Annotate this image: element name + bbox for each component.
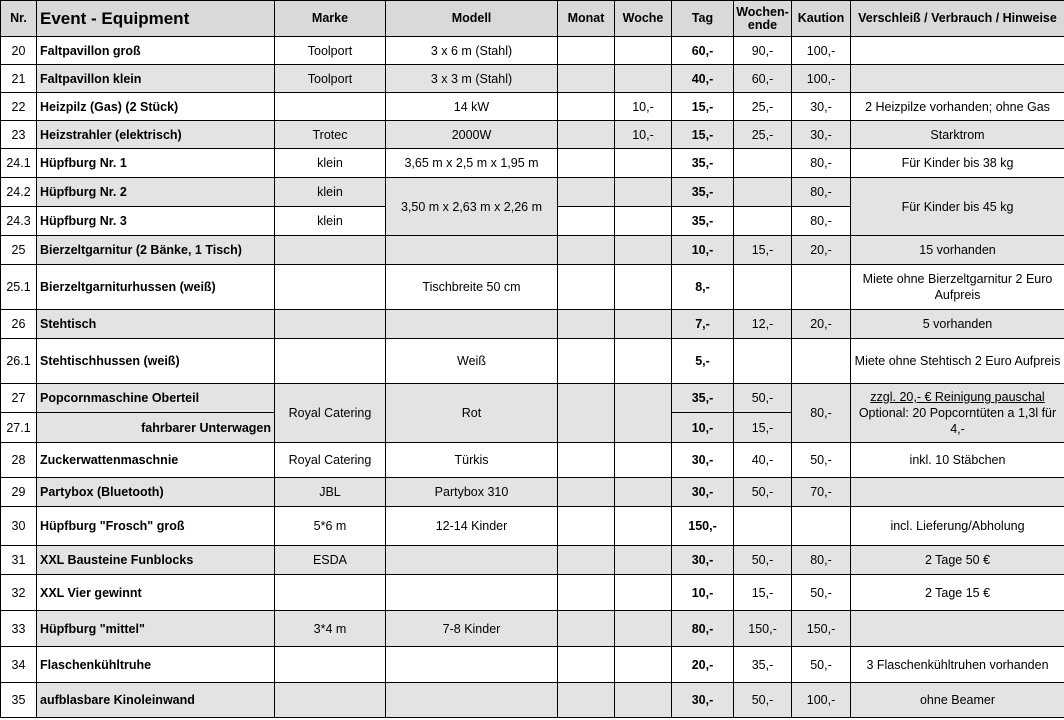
- row-tag: 150,-: [672, 507, 734, 546]
- row-marke: [275, 575, 386, 611]
- row-woche: [615, 384, 672, 443]
- row-name: Hüpfburg "mittel": [37, 611, 275, 647]
- table-row: [1, 236, 1064, 265]
- row-kaution: 80,-: [792, 546, 851, 575]
- row-nr: 24.1: [1, 149, 37, 178]
- row-monat: [558, 37, 615, 65]
- row-nr: 22: [1, 93, 37, 121]
- row-hinweis: Miete ohne Stehtisch 2 Euro Aufpreis: [851, 339, 1064, 384]
- row-tag: 30,-: [672, 478, 734, 507]
- row-kaution: 50,-: [792, 647, 851, 683]
- row-name: Faltpavillon klein: [37, 65, 275, 93]
- row-name: Heizstrahler (elektrisch): [37, 121, 275, 149]
- row-kaution: 150,-: [792, 611, 851, 647]
- row-modell: 3,65 m x 2,5 m x 1,95 m: [386, 149, 558, 178]
- row-kaution: 100,-: [792, 37, 851, 65]
- row-name: XXL Vier gewinnt: [37, 575, 275, 611]
- row-tag: 35,-: [672, 149, 734, 178]
- row-name: Hüpfburg Nr. 1: [37, 149, 275, 178]
- row-tag: 35,-: [672, 207, 734, 236]
- row-nr: 32: [1, 575, 37, 611]
- row-hinweis: 2 Tage 15 €: [851, 575, 1064, 611]
- table-row: [1, 310, 1064, 339]
- row-wochenende: 50,-: [734, 683, 792, 718]
- row-monat: [558, 443, 615, 478]
- row-nr: 27.1: [1, 413, 37, 443]
- row-woche: [615, 310, 672, 339]
- row-hinweis: 2 Tage 50 €: [851, 546, 1064, 575]
- row-kaution: 20,-: [792, 310, 851, 339]
- row-marke: klein: [275, 207, 386, 236]
- row-monat: [558, 265, 615, 310]
- row-wochenende: 15,-: [734, 575, 792, 611]
- row-hinweis: [851, 65, 1064, 93]
- row-kaution: 80,-: [792, 207, 851, 236]
- row-marke: Toolport: [275, 37, 386, 65]
- header-event: Event - Equipment: [37, 1, 275, 37]
- row-nr: 35: [1, 683, 37, 718]
- table-row: [1, 611, 1064, 647]
- row-nr: 34: [1, 647, 37, 683]
- row-tag: 7,-: [672, 310, 734, 339]
- row-woche: [615, 546, 672, 575]
- row-woche: [615, 339, 672, 384]
- row-tag: 35,-: [672, 178, 734, 207]
- row-marke: klein: [275, 149, 386, 178]
- table-row: [1, 478, 1064, 507]
- header-marke: Marke: [275, 1, 386, 37]
- row-monat: [558, 683, 615, 718]
- row-hinweis: [851, 37, 1064, 65]
- row-monat: [558, 178, 615, 207]
- row-tag: 30,-: [672, 443, 734, 478]
- row-marke: 5*6 m: [275, 507, 386, 546]
- table-row: [1, 37, 1064, 65]
- row-name: Zuckerwattenmaschnie: [37, 443, 275, 478]
- row-woche: [615, 647, 672, 683]
- row-monat: [558, 384, 615, 443]
- row-wochenende: [734, 207, 792, 236]
- row-marke: Royal Catering: [275, 443, 386, 478]
- row-kaution: 50,-: [792, 443, 851, 478]
- row-nr: 24.3: [1, 207, 37, 236]
- row-hinweis: 15 vorhanden: [851, 236, 1064, 265]
- row-wochenende: 12,-: [734, 310, 792, 339]
- row-marke: [275, 339, 386, 384]
- row-monat: [558, 478, 615, 507]
- row-wochenende: 150,-: [734, 611, 792, 647]
- row-marke: Toolport: [275, 65, 386, 93]
- row-hinweis: Für Kinder bis 38 kg: [851, 149, 1064, 178]
- row-nr: 33: [1, 611, 37, 647]
- row-tag: 10,-: [672, 413, 734, 443]
- row-modell: [386, 683, 558, 718]
- row-woche: [615, 611, 672, 647]
- row-name: Bierzeltgarniturhussen (weiß): [37, 265, 275, 310]
- row-marke: klein: [275, 178, 386, 207]
- row-tag: 5,-: [672, 339, 734, 384]
- row-modell: 3 x 6 m (Stahl): [386, 37, 558, 65]
- row-woche: [615, 65, 672, 93]
- row-modell: [386, 575, 558, 611]
- row-name: Heizpilz (Gas) (2 Stück): [37, 93, 275, 121]
- row-modell: Weiß: [386, 339, 558, 384]
- row-tag: 35,-: [672, 384, 734, 413]
- row-tag: 15,-: [672, 93, 734, 121]
- table-row: [1, 683, 1064, 718]
- row-wochenende: [734, 339, 792, 384]
- row-kaution: 80,-: [792, 178, 851, 207]
- row-name: Popcornmaschine Oberteil: [37, 384, 275, 413]
- row-woche: [615, 178, 672, 207]
- row-monat: [558, 93, 615, 121]
- row-wochenende: [734, 265, 792, 310]
- row-wochenende: 40,-: [734, 443, 792, 478]
- row-nr: 29: [1, 478, 37, 507]
- row-modell: Partybox 310: [386, 478, 558, 507]
- row-nr: 27: [1, 384, 37, 413]
- row-nr: 31: [1, 546, 37, 575]
- row-kaution: [792, 339, 851, 384]
- row-woche: [615, 683, 672, 718]
- row-hinweis: [851, 478, 1064, 507]
- row-woche: [615, 149, 672, 178]
- row-woche: [615, 236, 672, 265]
- table-row: [1, 443, 1064, 478]
- header-monat: Monat: [558, 1, 615, 37]
- row-name: aufblasbare Kinoleinwand: [37, 683, 275, 718]
- row-name: fahrbarer Unterwagen: [37, 413, 275, 443]
- row-hinweis: zzgl. 20,- € Reinigung pauschal: [870, 390, 1045, 404]
- row-marke: ESDA: [275, 546, 386, 575]
- row-wochenende: 35,-: [734, 647, 792, 683]
- row-modell: Türkis: [386, 443, 558, 478]
- row-modell: 3 x 3 m (Stahl): [386, 65, 558, 93]
- row-woche: [615, 507, 672, 546]
- row-kaution: [792, 265, 851, 310]
- row-marke: [275, 236, 386, 265]
- row-tag: 20,-: [672, 647, 734, 683]
- row-kaution: 30,-: [792, 121, 851, 149]
- table-row: [1, 647, 1064, 683]
- row-marke: 3*4 m: [275, 611, 386, 647]
- row-nr: 24.2: [1, 178, 37, 207]
- row-name: Hüpfburg Nr. 3: [37, 207, 275, 236]
- row-modell: 12-14 Kinder: [386, 507, 558, 546]
- row-monat: [558, 339, 615, 384]
- row-hinweis: Für Kinder bis 45 kg: [851, 178, 1064, 236]
- row-name: Stehtisch: [37, 310, 275, 339]
- row-hinweis: ohne Beamer: [851, 683, 1064, 718]
- row-hinweis: incl. Lieferung/Abholung: [851, 507, 1064, 546]
- row-marke: [275, 683, 386, 718]
- row-woche: [615, 207, 672, 236]
- row-nr: 26.1: [1, 339, 37, 384]
- row-tag: 8,-: [672, 265, 734, 310]
- row-woche: [615, 478, 672, 507]
- row-marke: [275, 310, 386, 339]
- row-hinweis: [851, 611, 1064, 647]
- row-modell: [386, 236, 558, 265]
- row-name: Bierzeltgarnitur (2 Bänke, 1 Tisch): [37, 236, 275, 265]
- row-hinweis: 2 Heizpilze vorhanden; ohne Gas: [851, 93, 1064, 121]
- row-modell: 14 kW: [386, 93, 558, 121]
- row-tag: 30,-: [672, 683, 734, 718]
- row-hinweis: Miete ohne Bierzeltgarnitur 2 Euro Aufpreis: [851, 265, 1064, 310]
- row-wochenende: 50,-: [734, 478, 792, 507]
- row-woche: 10,-: [615, 121, 672, 149]
- row-nr: 25.1: [1, 265, 37, 310]
- table-row: [1, 65, 1064, 93]
- row-tag: 10,-: [672, 236, 734, 265]
- row-name: Partybox (Bluetooth): [37, 478, 275, 507]
- row-wochenende: [734, 149, 792, 178]
- row-wochenende: 15,-: [734, 413, 792, 443]
- row-monat: [558, 507, 615, 546]
- row-kaution: 50,-: [792, 575, 851, 611]
- row-monat: [558, 207, 615, 236]
- row-hinweis: 5 vorhanden: [851, 310, 1064, 339]
- row-monat: [558, 575, 615, 611]
- row-modell: 7-8 Kinder: [386, 611, 558, 647]
- row-wochenende: [734, 507, 792, 546]
- row-monat: [558, 647, 615, 683]
- row-kaution: [792, 507, 851, 546]
- row-name: Hüpfburg Nr. 2: [37, 178, 275, 207]
- row-monat: [558, 310, 615, 339]
- row-monat: [558, 546, 615, 575]
- row-modell: Tischbreite 50 cm: [386, 265, 558, 310]
- row-monat: [558, 65, 615, 93]
- row-wochenende: 25,-: [734, 121, 792, 149]
- row-kaution: 70,-: [792, 478, 851, 507]
- row-name: Hüpfburg "Frosch" groß: [37, 507, 275, 546]
- row-wochenende: 15,-: [734, 236, 792, 265]
- row-tag: 40,-: [672, 65, 734, 93]
- row-hinweis: 3 Flaschenkühltruhen vorhanden: [851, 647, 1064, 683]
- row-woche: [615, 443, 672, 478]
- row-woche: [615, 37, 672, 65]
- table-row: [1, 149, 1064, 178]
- row-woche: 10,-: [615, 93, 672, 121]
- row-modell: 3,50 m x 2,63 m x 2,26 m: [386, 178, 558, 236]
- header-hinweise: Verschleiß / Verbrauch / Hinweise: [851, 1, 1064, 37]
- row-woche: [615, 265, 672, 310]
- row-kaution: 20,-: [792, 236, 851, 265]
- table-row: [1, 339, 1064, 384]
- row-marke: [275, 93, 386, 121]
- row-marke: Trotec: [275, 121, 386, 149]
- row-nr: 20: [1, 37, 37, 65]
- header-modell: Modell: [386, 1, 558, 37]
- row-kaution: 100,-: [792, 65, 851, 93]
- table-row: [1, 178, 1064, 207]
- row-wochenende: 60,-: [734, 65, 792, 93]
- table-row: [1, 507, 1064, 546]
- header-tag: Tag: [672, 1, 734, 37]
- row-marke: Royal Catering: [275, 384, 386, 443]
- row-wochenende: 25,-: [734, 93, 792, 121]
- row-nr: 26: [1, 310, 37, 339]
- row-name: Faltpavillon groß: [37, 37, 275, 65]
- row-wochenende: 50,-: [734, 384, 792, 413]
- row-hinweis-optional: Optional: 20 Popcorntüten a 1,3l für 4,-: [858, 406, 1057, 436]
- row-wochenende: 50,-: [734, 546, 792, 575]
- row-kaution: 80,-: [792, 149, 851, 178]
- row-hinweis: Starktrom: [851, 121, 1064, 149]
- row-tag: 30,-: [672, 546, 734, 575]
- row-tag: 15,-: [672, 121, 734, 149]
- row-marke: [275, 265, 386, 310]
- row-monat: [558, 611, 615, 647]
- row-marke: [275, 647, 386, 683]
- row-modell: [386, 310, 558, 339]
- row-monat: [558, 236, 615, 265]
- row-kaution: 80,-: [792, 384, 851, 443]
- row-tag: 60,-: [672, 37, 734, 65]
- row-hinweis-block: [851, 384, 1064, 443]
- header-wochenende: Wochen-ende: [734, 1, 792, 37]
- row-modell: Rot: [386, 384, 558, 443]
- row-kaution: 30,-: [792, 93, 851, 121]
- table-row: [1, 575, 1064, 611]
- header-nr: Nr.: [1, 1, 37, 37]
- row-name: Stehtischhussen (weiß): [37, 339, 275, 384]
- row-woche: [615, 575, 672, 611]
- table-row: [1, 384, 1064, 413]
- header-woche: Woche: [615, 1, 672, 37]
- row-marke: JBL: [275, 478, 386, 507]
- row-modell: [386, 546, 558, 575]
- row-tag: 80,-: [672, 611, 734, 647]
- row-nr: 23: [1, 121, 37, 149]
- row-hinweis: inkl. 10 Stäbchen: [851, 443, 1064, 478]
- row-monat: [558, 149, 615, 178]
- table-row: [1, 93, 1064, 121]
- row-wochenende: [734, 178, 792, 207]
- row-name: Flaschenkühltruhe: [37, 647, 275, 683]
- row-monat: [558, 121, 615, 149]
- row-wochenende: 90,-: [734, 37, 792, 65]
- row-modell: 2000W: [386, 121, 558, 149]
- row-name: XXL Bausteine Funblocks: [37, 546, 275, 575]
- row-nr: 25: [1, 236, 37, 265]
- row-modell: [386, 647, 558, 683]
- table-row: [1, 265, 1064, 310]
- row-kaution: 100,-: [792, 683, 851, 718]
- table-row: [1, 546, 1064, 575]
- table-row: [1, 121, 1064, 149]
- row-nr: 28: [1, 443, 37, 478]
- header-row: [1, 1, 1064, 37]
- row-tag: 10,-: [672, 575, 734, 611]
- row-nr: 30: [1, 507, 37, 546]
- header-kaution: Kaution: [792, 1, 851, 37]
- row-nr: 21: [1, 65, 37, 93]
